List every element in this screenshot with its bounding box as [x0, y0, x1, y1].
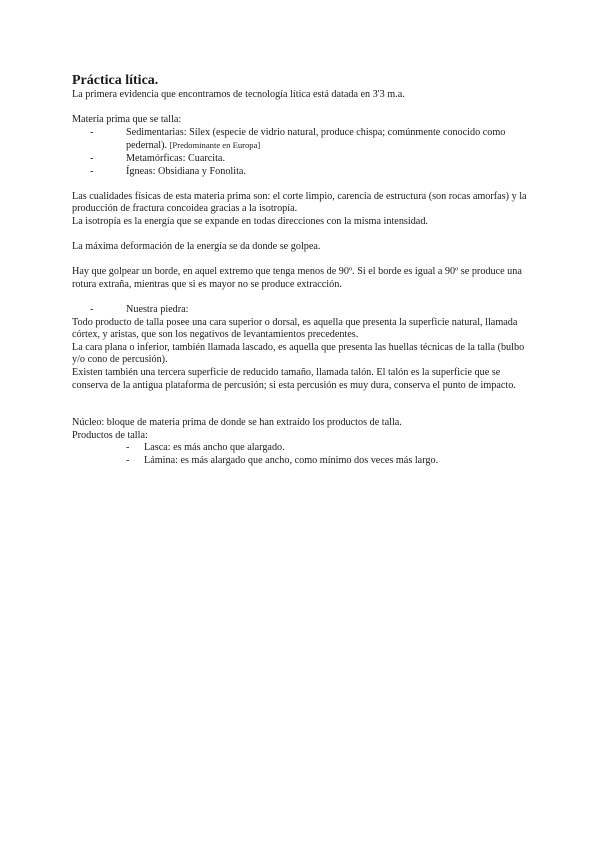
list-item-text: Lámina: es más alargado que ancho, como mínimo dos veces más largo. — [144, 455, 439, 467]
piedra-paragraph-lascado: La cara plana o inferior, también llamada lascado, es aquella que presenta las huellas técnicas de la talla (bulbo y/o cono de percusión). — [72, 341, 525, 366]
piedra-list — [72, 304, 528, 317]
borde-paragraph: Hay que golpear un borde, en aquel extremo que tenga menos de 90º. Si el borde es igual a 90º se produce una rotura extraña, mientras que si es mayor no se produce extracción. — [72, 266, 522, 290]
list-item — [90, 153, 528, 166]
document-page — [72, 72, 528, 468]
piedra-paragraph-dorsal: Todo producto de talla posee una cara superior o dorsal, es aquella que presenta la superficie natural, llamada córtex, y aristas, que son los negativos de levantamientos precedentes. — [72, 316, 518, 341]
spacer — [72, 229, 528, 242]
list-item-text: Sedimentarias: Sílex (especie de vidrio natural, produce chispa; comúnmente conocido como pedernal). — [126, 126, 506, 152]
nucleo-paragraph: Núcleo: bloque de materia prima de donde se han extraído los productos de talla. — [72, 417, 402, 429]
cualidades-paragraph: Las cualidades físicas de esta materia prima son: el corte limpio, carencia de estructura (son rocas amorfas) y la producción de fractura concoidea gracias a la isotropía. — [72, 190, 527, 215]
list-item-note: [Predominante en Europa] — [169, 140, 261, 151]
piedra-heading: Nuestra piedra: — [126, 304, 189, 316]
dash-bullet: - — [90, 304, 94, 316]
list-item — [126, 442, 528, 455]
dash-bullet: - — [90, 152, 94, 164]
spacer — [72, 392, 528, 417]
intro-paragraph: La primera evidencia que encontramos de tecnología lítica está datada en 3'3 m.a. — [72, 89, 405, 100]
dash-bullet: - — [90, 126, 94, 138]
spacer — [72, 292, 528, 305]
deformacion-paragraph: La máxima deformación de la energía se da donde se golpea. — [72, 241, 321, 253]
list-item-text: Ígneas: Obsidiana y Fonolita. — [126, 165, 246, 177]
list-item — [90, 127, 528, 153]
piedra-paragraph-talon: Existen también una tercera superficie de reducido tamaño, llamada talón. El talón es la superficie que se conserva de la antigua plataforma de percusión; si esta percusión es muy dura, conserva el punto de impacto. — [72, 367, 516, 391]
list-item-text: Lasca: es más ancho que alargado. — [144, 442, 285, 454]
materia-heading: Materia prima que se talla: — [72, 114, 182, 126]
spacer — [72, 254, 528, 267]
list-item-text: Metamórficas: Cuarcita. — [126, 152, 226, 164]
productos-list — [72, 442, 528, 467]
spacer — [72, 178, 528, 191]
list-item — [126, 455, 528, 468]
document-title: Práctica lítica. — [72, 73, 159, 88]
list-item — [90, 166, 528, 179]
productos-heading: Productos de talla: — [72, 429, 148, 441]
list-item — [90, 304, 528, 317]
spacer — [72, 102, 528, 115]
dash-bullet: - — [90, 165, 94, 177]
materia-list — [72, 127, 528, 178]
isotropia-paragraph: La isotropía es la energía que se expande en todas direcciones con la misma intensidad. — [72, 215, 428, 227]
dash-bullet: - — [126, 442, 130, 454]
dash-bullet: - — [126, 455, 130, 467]
